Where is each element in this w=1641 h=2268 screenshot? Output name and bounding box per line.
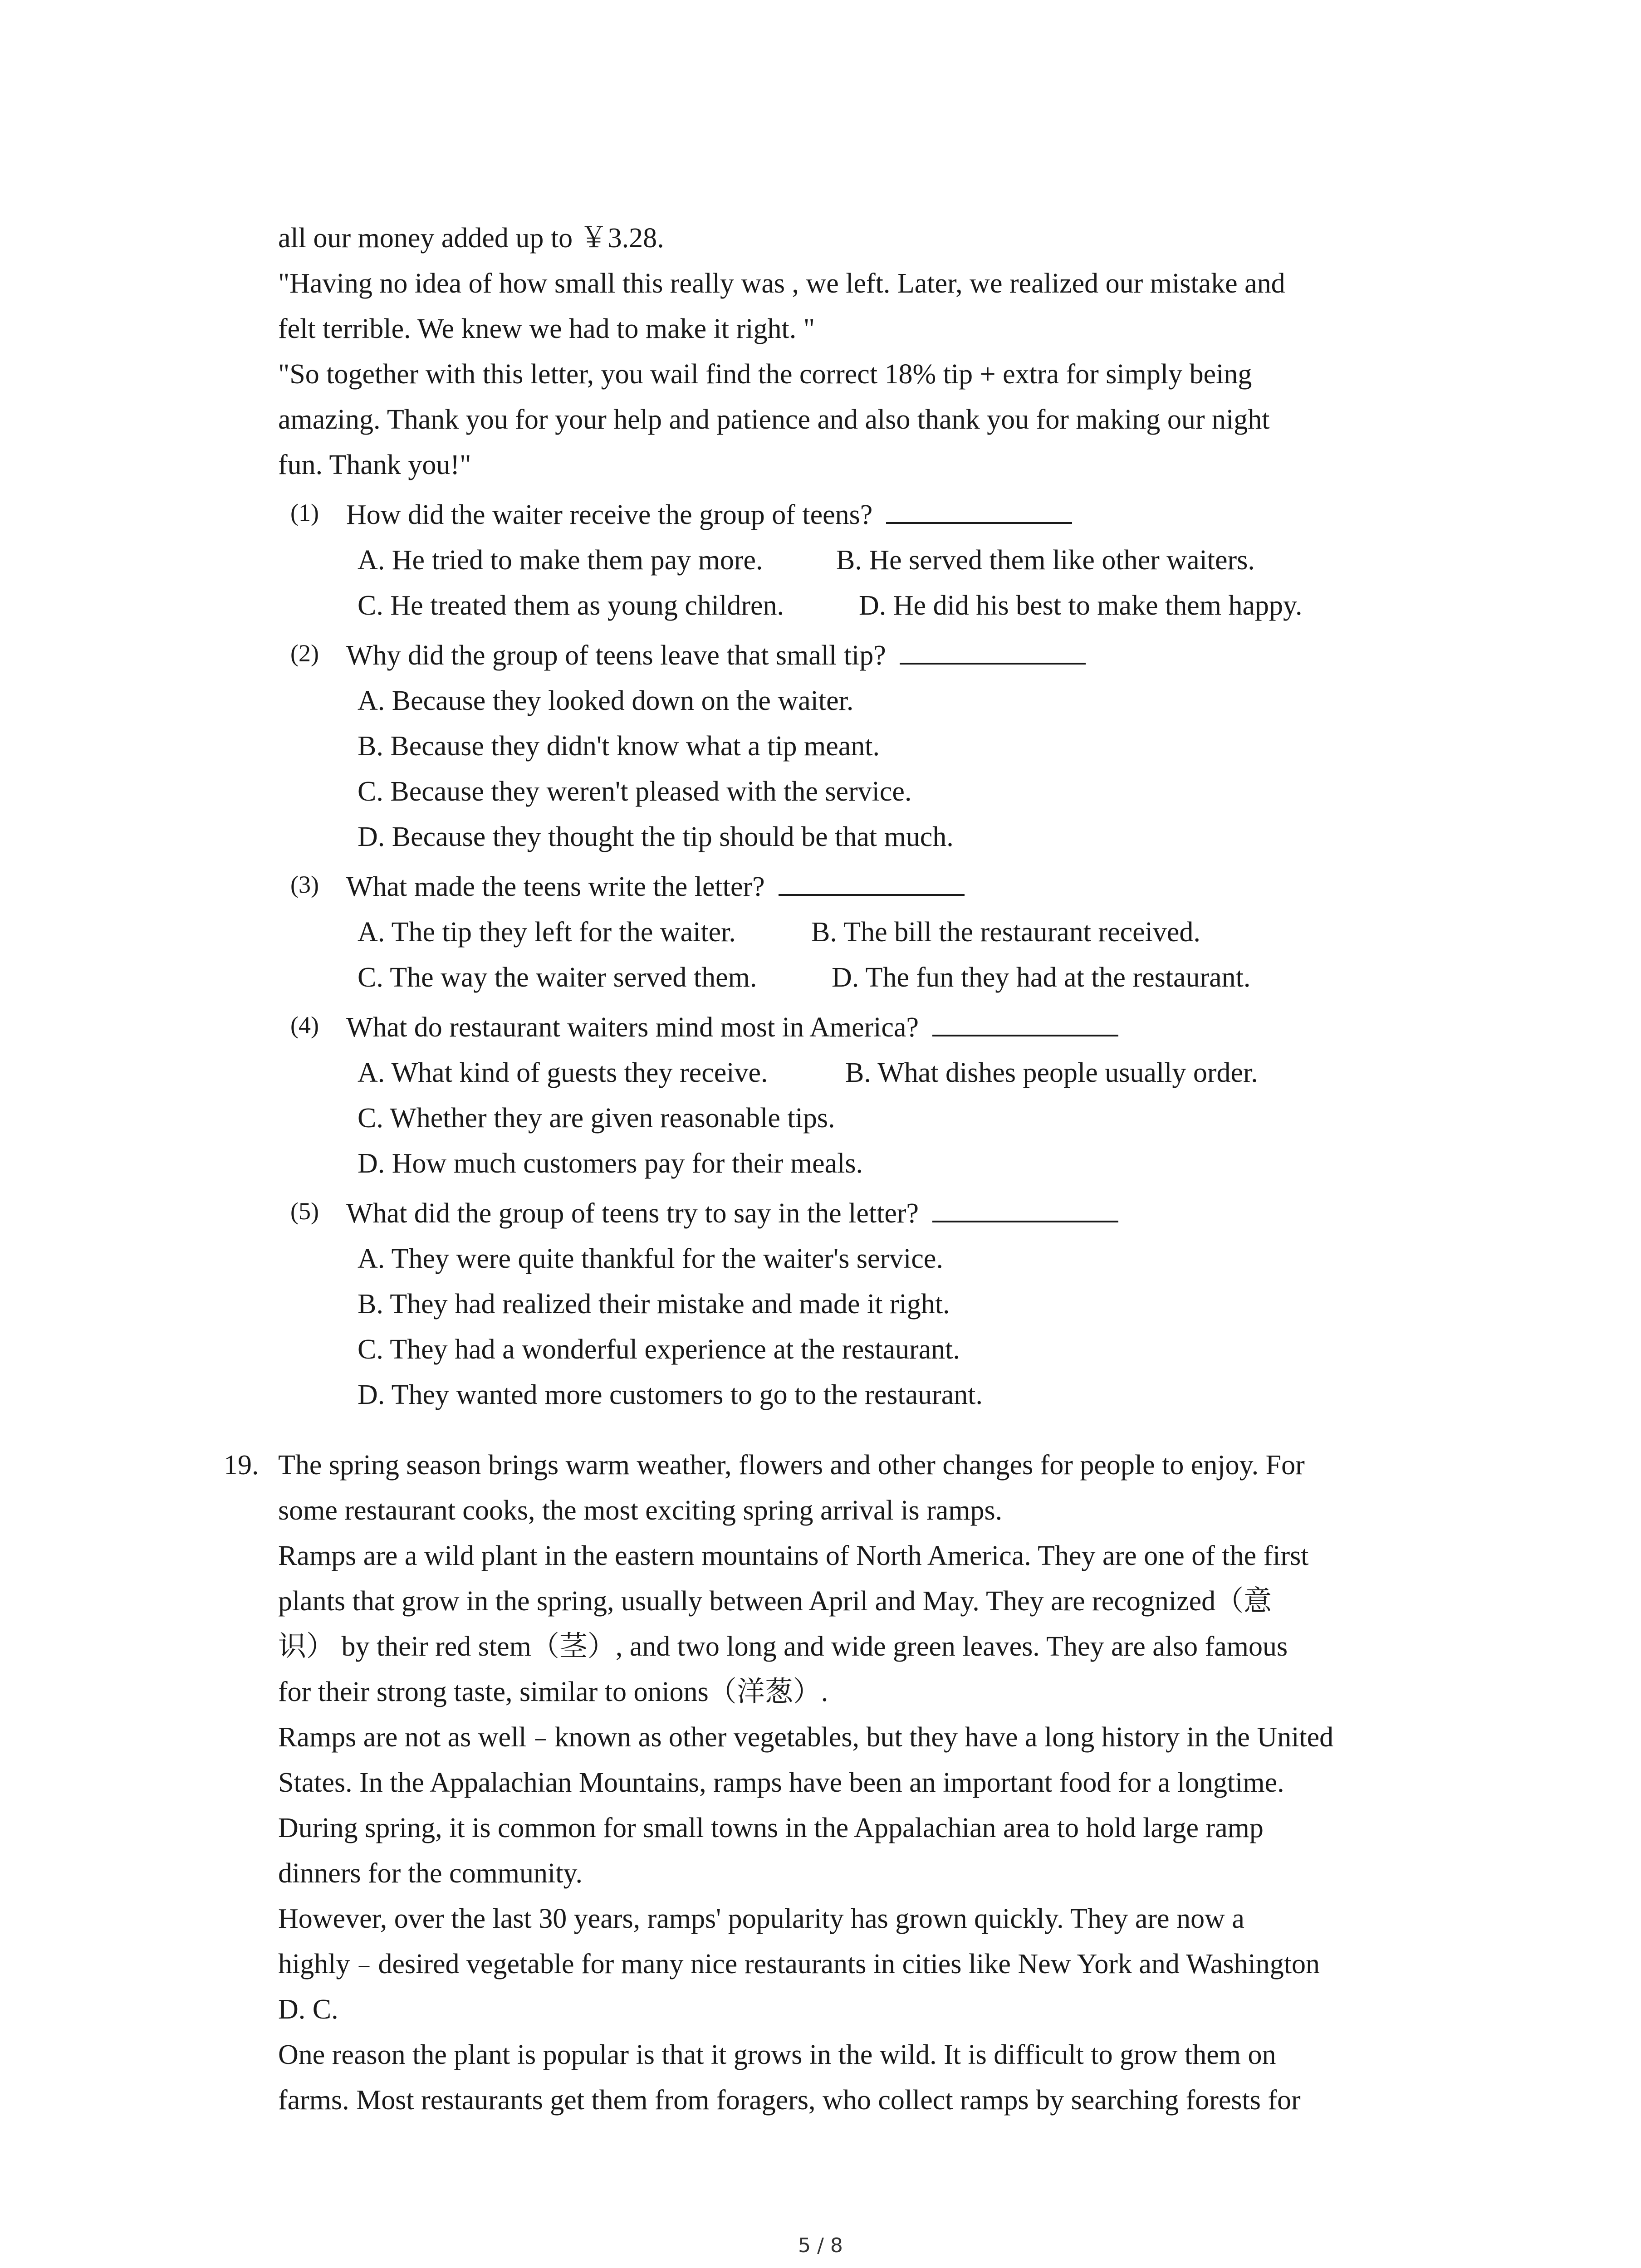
passage-line: some restaurant cooks, the most exciting spring arrival is ramps. bbox=[278, 1495, 1003, 1526]
question-number: (5) bbox=[290, 1198, 319, 1225]
option-b[interactable]: B. What dishes people usually order. bbox=[845, 1057, 1258, 1088]
option-d[interactable]: D. Because they thought the tip should be that much. bbox=[358, 821, 954, 852]
option-a[interactable]: A. The tip they left for the waiter. bbox=[358, 917, 736, 948]
option-b[interactable]: B. The bill the restaurant received. bbox=[811, 917, 1200, 948]
passage-line: The spring season brings warm weather, flowers and other changes for people to enjoy. For bbox=[278, 1450, 1305, 1481]
question-text: What did the group of teens try to say in the letter? bbox=[346, 1191, 1118, 1236]
option-a[interactable]: A. Because they looked down on the waiter. bbox=[358, 685, 854, 716]
option-a[interactable]: A. They were quite thankful for the waiter's service. bbox=[358, 1243, 943, 1274]
option-a[interactable]: A. What kind of guests they receive. bbox=[358, 1057, 768, 1088]
passage-line: highly﹣desired vegetable for many nice restaurants in cities like New York and Washington bbox=[278, 1949, 1320, 1980]
passage-line: D. C. bbox=[278, 1994, 338, 2025]
passage-line: One reason the plant is popular is that it grows in the wild. It is difficult to grow them on bbox=[278, 2039, 1276, 2070]
option-c[interactable]: C. He treated them as young children. bbox=[358, 590, 784, 621]
question-text: What made the teens write the letter? bbox=[346, 864, 965, 909]
question-number: (1) bbox=[290, 499, 319, 526]
passage-line: States. In the Appalachian Mountains, ramps have been an important food for a longtime. bbox=[278, 1767, 1284, 1798]
option-c[interactable]: C. They had a wonderful experience at the restaurant. bbox=[358, 1334, 960, 1365]
passage-line: dinners for the community. bbox=[278, 1858, 583, 1889]
passage-line: fun. Thank you!" bbox=[278, 450, 471, 480]
question-text: What do restaurant waiters mind most in America? bbox=[346, 1005, 1118, 1050]
question-number: (4) bbox=[290, 1012, 319, 1039]
answer-blank[interactable] bbox=[779, 867, 965, 896]
option-c[interactable]: C. Because they weren't pleased with the service. bbox=[358, 776, 912, 807]
question-number: 19. bbox=[224, 1450, 259, 1481]
passage-line: all our money added up to ￥3.28. bbox=[278, 223, 664, 254]
option-d[interactable]: D. They wanted more customers to go to the restaurant. bbox=[358, 1379, 983, 1410]
passage-line: During spring, it is common for small towns in the Appalachian area to hold large ramp bbox=[278, 1813, 1264, 1843]
option-d[interactable]: D. The fun they had at the restaurant. bbox=[832, 962, 1251, 993]
option-b[interactable]: B. He served them like other waiters. bbox=[836, 545, 1255, 576]
answer-blank[interactable] bbox=[932, 1193, 1118, 1222]
question-number: (2) bbox=[290, 640, 319, 667]
passage-line: plants that grow in the spring, usually between April and May. They are recognized（意 bbox=[278, 1586, 1272, 1617]
passage-line: for their strong taste, similar to onions（洋葱）. bbox=[278, 1677, 828, 1707]
option-b[interactable]: B. Because they didn't know what a tip meant. bbox=[358, 731, 880, 762]
passage-line: However, over the last 30 years, ramps' popularity has grown quickly. They are now a bbox=[278, 1903, 1244, 1934]
question-text: Why did the group of teens leave that small tip? bbox=[346, 633, 1086, 678]
option-b[interactable]: B. They had realized their mistake and made it right. bbox=[358, 1289, 950, 1320]
option-c[interactable]: C. The way the waiter served them. bbox=[358, 962, 757, 993]
question-text: How did the waiter receive the group of teens? bbox=[346, 492, 1072, 538]
answer-blank[interactable] bbox=[900, 635, 1086, 665]
passage-line: "So together with this letter, you wail find the correct 18% tip + extra for simply being bbox=[278, 359, 1252, 390]
passage-line: "Having no idea of how small this really was , we left. Later, we realized our mistake and bbox=[278, 268, 1285, 299]
passage-line: Ramps are not as well﹣known as other vegetables, but they have a long history in the United bbox=[278, 1722, 1334, 1753]
question-number: (3) bbox=[290, 871, 319, 898]
option-a[interactable]: A. He tried to make them pay more. bbox=[358, 545, 763, 576]
option-d[interactable]: D. How much customers pay for their meals. bbox=[358, 1148, 863, 1179]
passage-line: Ramps are a wild plant in the eastern mountains of North America. They are one of the first bbox=[278, 1540, 1309, 1571]
option-d[interactable]: D. He did his best to make them happy. bbox=[859, 590, 1303, 621]
answer-blank[interactable] bbox=[886, 495, 1072, 524]
passage-line: felt terrible. We knew we had to make it right. " bbox=[278, 313, 815, 344]
passage-line: 识） by their red stem（茎）, and two long and wide green leaves. They are also famous bbox=[278, 1631, 1288, 1662]
passage-line: farms. Most restaurants get them from foragers, who collect ramps by searching forests for bbox=[278, 2085, 1301, 2116]
option-c[interactable]: C. Whether they are given reasonable tips. bbox=[358, 1103, 835, 1134]
answer-blank[interactable] bbox=[932, 1007, 1118, 1036]
page-number: 5 / 8 bbox=[798, 2234, 843, 2257]
passage-line: amazing. Thank you for your help and patience and also thank you for making our night bbox=[278, 404, 1270, 435]
